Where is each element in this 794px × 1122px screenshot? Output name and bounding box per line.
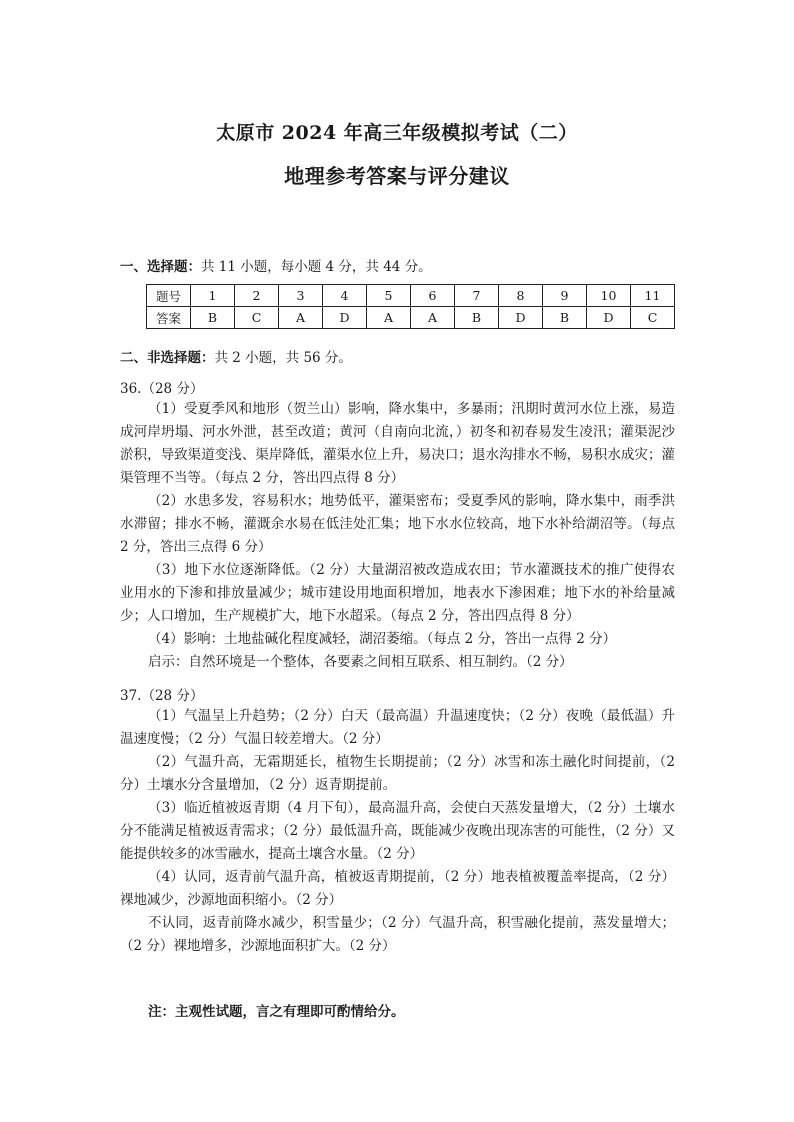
q37-answer-3: （3）临近植被返青期（4 月下旬），最高温升高，会使白天蒸发量增大，（2 分）土壤水分不能满足植被返青需求；（2 分）最低温升高，既能减少夜晚出现冻害的可能性，（2 分）又能提供较多的冰雪融水，提高土壤含水量。（2 分） <box>120 800 675 862</box>
q37-answer-2: （2）气温升高，无霜期延长，植物生长期提前；（2 分）冰雪和冻土融化时间提前，（2 分）土壤水分含量增加，（2 分）返青期提前。 <box>120 754 675 793</box>
question-number-cell: 2 <box>235 285 279 307</box>
answer-cell: A <box>367 307 411 329</box>
answer-cell: B <box>191 307 235 329</box>
answer-cell: D <box>323 307 367 329</box>
answer-cell: B <box>455 307 499 329</box>
table-header-cell: 答案 <box>147 307 191 329</box>
question-number-cell: 7 <box>455 285 499 307</box>
answer-cell: A <box>411 307 455 329</box>
section1-label: 一、选择题： <box>120 259 201 275</box>
answer-table <box>146 284 675 329</box>
question-number-cell: 3 <box>279 285 323 307</box>
table-row-answers <box>147 307 675 329</box>
grading-note: 注：主观性试题，言之有理即可酌情给分。 <box>148 1004 405 1020</box>
question-number-cell: 11 <box>631 285 675 307</box>
q37-answer-1: （1）气温呈上升趋势；（2 分）白天（最高温）升温速度快；（2 分）夜晚（最低温）升温速度慢；（2 分）气温日较差增大。（2 分） <box>120 708 675 747</box>
answer-cell: D <box>587 307 631 329</box>
question-number-cell: 1 <box>191 285 235 307</box>
section1-heading <box>120 255 432 275</box>
table-header-cell: 题号 <box>147 285 191 307</box>
q37-answer-4: （4）认同，返青前气温升高，植被返青期提前，（2 分）地表植被覆盖率提高，（2 分）裸地减少，沙源地面积缩小。（2 分） <box>120 869 675 908</box>
question-number-cell: 5 <box>367 285 411 307</box>
q36-answer-2: （2）水患多发，容易积水；地势低平，灌渠密布；受夏季风的影响，降水集中，雨季洪水滞留；排水不畅，灌溉余水易在低洼处汇集；地下水水位较高，地下水补给湖沼等。（每点 2 分，答出三点得 6 分） <box>120 493 675 555</box>
q37-answer-disagree: 不认同，返青前降水减少，积雪量少；（2 分）气温升高，积雪融化提前，蒸发量增大；（2 分）裸地增多，沙源地面积扩大。（2 分） <box>120 915 675 954</box>
q36-answer-4: （4）影响：土地盐碱化程度减轻，湖沼萎缩。（每点 2 分，答出一点得 2 分） <box>148 631 617 647</box>
section1-desc: 共 11 小题，每小题 4 分，共 44 分。 <box>201 259 432 275</box>
answer-cell: D <box>499 307 543 329</box>
table-row-numbers <box>147 285 675 307</box>
question-number-cell: 8 <box>499 285 543 307</box>
answer-cell: B <box>543 307 587 329</box>
section2-label: 二、非选择题： <box>120 350 215 366</box>
question-number-cell: 10 <box>587 285 631 307</box>
answer-cell: C <box>631 307 675 329</box>
answer-cell: C <box>235 307 279 329</box>
answer-cell: A <box>279 307 323 329</box>
question-36-heading: 36.（28 分） <box>120 381 204 397</box>
q36-answer-3: （3）地下水位逐渐降低。（2 分）大量湖沼被改造成农田；节水灌溉技术的推广使得农业用水的下渗和排放量减少；城市建设用地面积增加，地表水下渗困难；地下水的补给量减少；人口增加，生产规模扩大，地下水超采。（每点 2 分，答出四点得 8 分） <box>120 562 675 624</box>
q36-inspiration: 启示：自然环境是一个整体，各要素之间相互联系、相互制约。（2 分） <box>148 654 573 670</box>
question-37-heading: 37.（28 分） <box>120 688 204 704</box>
question-number-cell: 6 <box>411 285 455 307</box>
q36-answer-1: （1）受夏季风和地形（贺兰山）影响，降水集中，多暴雨；汛期时黄河水位上涨，易造成河岸坍塌、河水外泄，甚至改道；黄河（自南向北流，）初冬和初春易发生凌汛；灌渠泥沙淤积，导致渠道变浅、渠岸降低，灌渠水位上升，易决口；退水沟排水不畅，易积水成灾；灌渠管理不当等。（每点 2 分，答出四点得 8 分） <box>120 401 675 486</box>
question-number-cell: 9 <box>543 285 587 307</box>
section2-heading <box>120 346 352 366</box>
section2-desc: 共 2 小题，共 56 分。 <box>214 350 352 366</box>
page-title: 太原市 2024 年高三年级模拟考试（二） <box>216 122 578 144</box>
question-number-cell: 4 <box>323 285 367 307</box>
page-subtitle: 地理参考答案与评分建议 <box>284 164 510 188</box>
